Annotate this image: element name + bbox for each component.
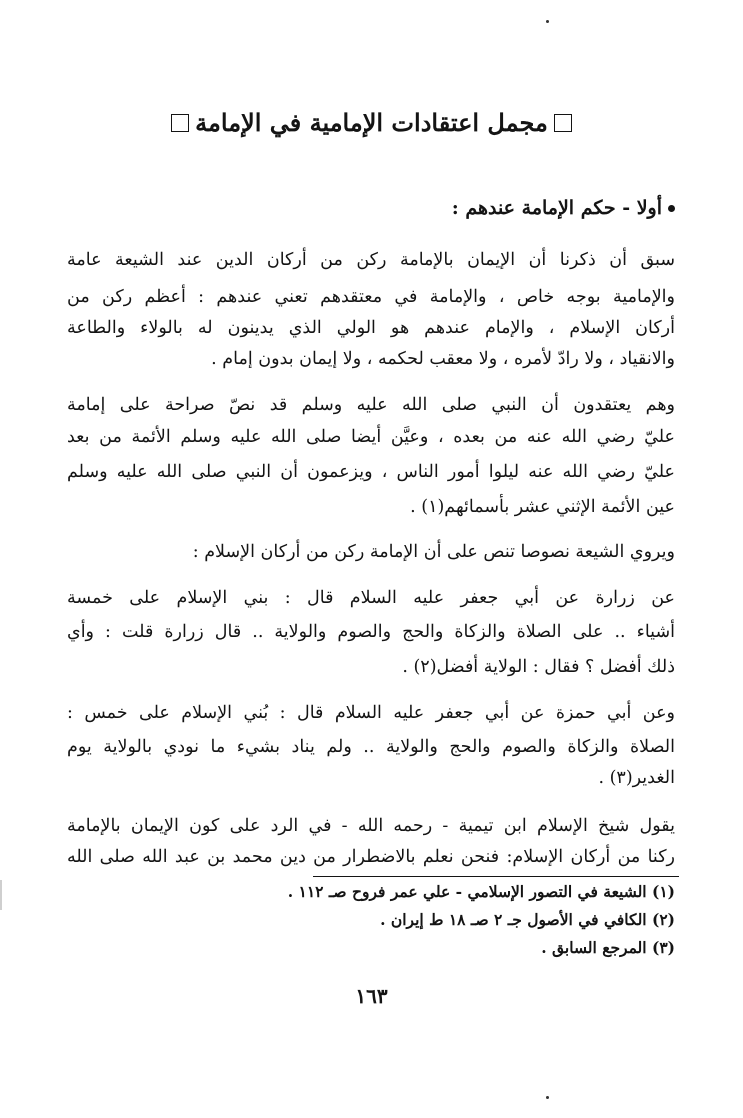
- footnote: (٣) المرجع السابق .: [541, 938, 675, 957]
- footnote-separator: [313, 876, 679, 877]
- body-line: ويروي الشيعة نصوصا تنص على أن الإمامة ركن من أركان الإسلام :: [192, 542, 675, 562]
- body-line: عين الأئمة الإثني عشر بأسمائهم(١) .: [410, 497, 675, 517]
- body-line: وعن أبي حمزة عن أبي جعفر عليه السلام قال : بُني الإسلام على خمس :: [67, 703, 675, 723]
- section-heading-text: أولا - حكم الإمامة عندهم :: [451, 197, 662, 219]
- scan-dot: [546, 1096, 549, 1099]
- body-line: ركنا من أركان الإسلام: فنحن نعلم بالاضطرار من دين محمد بن عبد الله صلى الله: [67, 847, 675, 867]
- body-line: أشياء .. على الصلاة والزكاة والحج والصوم والولاية .. قال زرارة قلت : وأي: [67, 622, 675, 642]
- body-line: أركان الإسلام ، والإمام عندهم هو الولي الذي يدينون له بالولاء والطاعة: [67, 318, 675, 338]
- body-line: عليّ رضي الله عنه ليلوا أمور الناس ، ويزعمون أن النبي صلى الله عليه وسلم: [67, 462, 675, 482]
- title-frame-box-icon: [554, 114, 572, 132]
- footnote: (٢) الكافي في الأصول جـ ٢ صـ ١٨ ط إيران .: [380, 910, 675, 929]
- body-line: عن زرارة عن أبي جعفر عليه السلام قال : بني الإسلام على خمسة: [67, 588, 675, 608]
- page-title-text: مجمل اعتقادات الإمامية في الإمامة: [195, 108, 548, 137]
- body-line: والانقياد ، ولا رادّ لأمره ، ولا معقب لحكمه ، ولا إيمان بدون إمام .: [211, 349, 675, 369]
- body-line: عليّ رضي الله عنه من بعده ، وعيَّن أيضا صلى الله عليه وسلم الأئمة من بعد: [67, 427, 675, 447]
- scan-edge-mark: [0, 880, 2, 910]
- page-number: ١٦٣: [355, 984, 388, 1008]
- title-frame-box-icon: [171, 114, 189, 132]
- body-line: يقول شيخ الإسلام ابن تيمية - رحمه الله - في الرد على كون الإيمان بالإمامة: [67, 816, 675, 836]
- body-line: سبق أن ذكرنا أن الإيمان بالإمامة ركن من أركان الدين عند الشيعة عامة: [67, 250, 675, 270]
- body-line: الغدير(٣) .: [598, 768, 675, 788]
- scan-dot: [546, 20, 549, 23]
- page-title: [0, 108, 743, 137]
- section-heading: [452, 197, 675, 219]
- body-line: والإمامية بوجه خاص ، والإمامة في معتقدهم تعني عندهم : أعظم ركن من: [67, 287, 675, 307]
- body-line: الصلاة والزكاة والصوم والحج والولاية .. ولم يناد بشيء ما نودي بالولاية يوم: [67, 737, 675, 757]
- footnote: (١) الشيعة في التصور الإسلامي - علي عمر فروح صـ ١١٢ .: [287, 882, 675, 901]
- bullet-icon: [668, 205, 675, 212]
- body-line: ذلك أفضل ؟ فقال : الولاية أفضل(٢) .: [402, 657, 675, 677]
- body-line: وهم يعتقدون أن النبي صلى الله عليه وسلم قد نصّ صراحة على إمامة: [67, 395, 675, 415]
